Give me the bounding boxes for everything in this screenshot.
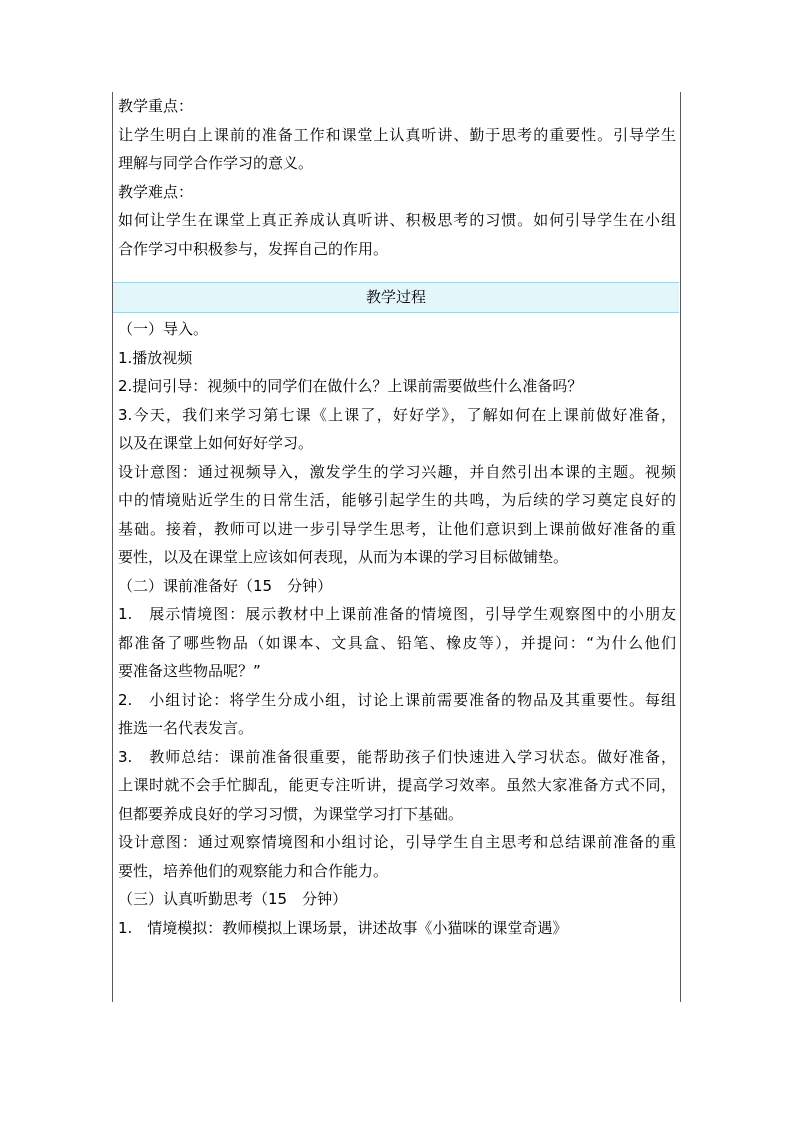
- process-body: [118, 315, 676, 942]
- process-line: （一）导入。: [118, 320, 209, 338]
- process-line: 3.今天，我们来学习第七课《上课了，好好学》，了解如何在上课前做好准备，: [118, 405, 676, 424]
- process-line: 以及在课堂上如何好好学习。: [118, 434, 314, 452]
- process-line: 1.播放视频: [118, 348, 193, 367]
- key-points-line: 让学生明白上课前的准备工作和课堂上认真听讲、勤于思考的重要性。引导学生: [118, 125, 676, 144]
- process-line: 要性，培养他们的观察能力和合作能力。: [118, 861, 389, 880]
- process-line: 上课时就不会手忙脚乱，能更专注听讲，提高学习效率。虽然大家准备方式不同，: [118, 776, 676, 794]
- process-line: 1. 情境模拟：教师模拟上课场景，讲述故事《小猫咪的课堂奇遇》: [118, 918, 568, 937]
- process-line: 2.提问引导：视频中的同学们在做什么？上课前需要做些什么准备吗？: [118, 377, 583, 395]
- difficulties-line: 合作学习中积极参与，发挥自己的作用。: [118, 239, 389, 258]
- process-line: 都准备了哪些物品（如课本、文具盒、铅笔、橡皮等），并提问：“为什么他们: [118, 633, 676, 652]
- process-line: （三）认真听勤思考（15 分钟）: [118, 890, 348, 908]
- key-points-line: 理解与同学合作学习的意义。: [118, 154, 314, 172]
- key-points-heading: 教学重点：: [118, 97, 194, 115]
- process-line: 2. 小组讨论：将学生分成小组，讨论上课前需要准备的物品及其重要性。每组: [118, 690, 676, 709]
- difficulties-line: 如何让学生在课堂上真正养成认真听讲、积极思考的习惯。如何引导学生在小组: [118, 211, 676, 229]
- process-header: 教学过程: [113, 282, 679, 313]
- process-line: 1. 展示情境图：展示教材中上课前准备的情境图，引导学生观察图中的小朋友: [118, 605, 676, 623]
- process-line: 但都要养成良好的学习习惯，为课堂学习打下基础。: [118, 804, 464, 823]
- process-line: 推选一名代表发言。: [118, 719, 254, 737]
- process-line: 3. 教师总结：课前准备很重要，能帮助孩子们快速进入学习状态。做好准备，: [118, 747, 676, 766]
- difficulties-heading: 教学难点：: [118, 182, 194, 201]
- process-line: 设计意图：通过观察情境图和小组讨论，引导学生自主思考和总结课前准备的重: [118, 833, 676, 851]
- lesson-plan-top: [118, 92, 676, 263]
- process-line: 要准备这些物品呢？”: [118, 662, 261, 680]
- process-line: 设计意图：通过视频导入，激发学生的学习兴趣，并自然引出本课的主题。视频: [118, 462, 676, 481]
- process-line: 基础。接着，教师可以进一步引导学生思考，让他们意识到上课前做好准备的重: [118, 519, 676, 538]
- process-line: （二）课前准备好（15 分钟）: [118, 576, 333, 595]
- process-line: 要性，以及在课堂上应该如何表现，从而为本课的学习目标做铺垫。: [118, 548, 569, 566]
- process-line: 中的情境贴近学生的日常生活，能够引起学生的共鸣，为后续的学习奠定良好的: [118, 491, 676, 509]
